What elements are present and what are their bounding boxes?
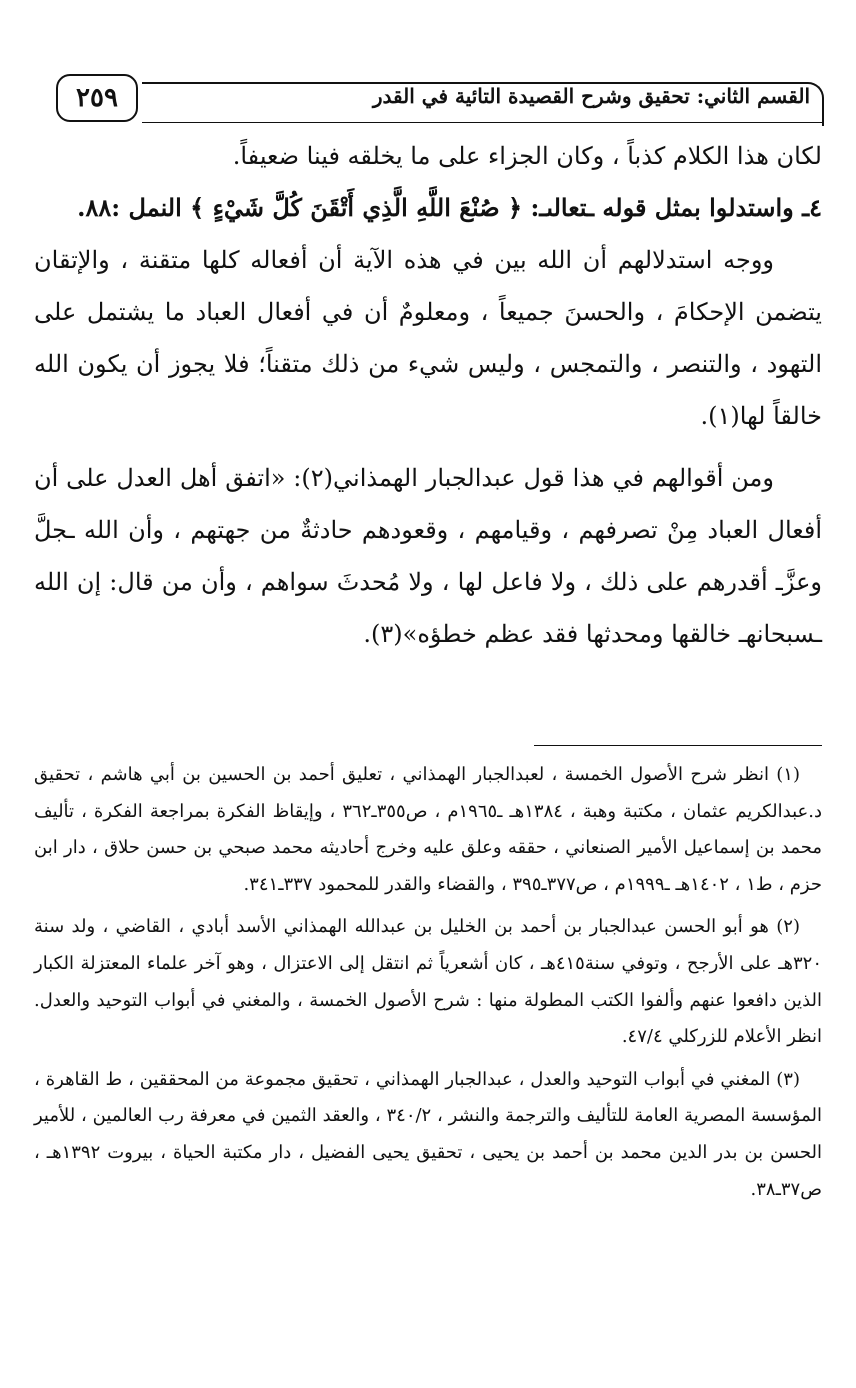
point-4 <box>34 182 822 234</box>
running-header <box>56 74 828 126</box>
point-4-lead: ٤ـ واستدلوا بمثل قوله ـتعالىـ: <box>530 193 822 222</box>
main-text <box>34 130 822 660</box>
page-number: ٢٥٩ <box>56 74 138 122</box>
header-rule <box>142 122 824 123</box>
footnote-separator <box>534 745 822 746</box>
footnote-1: (١) انظر شرح الأصول الخمسة ، لعبدالجبار الهمذاني ، تعليق أحمد بن الحسين بن أبي هاشم ، تحقيق د.عبدالكريم عثمان ، مكتبة وهبة ، ١٣٨٤هـ ـ١٩٦٥م ، ص٣٥٥ـ٣٦٢ ، وإيقاظ الفكرة بمراجعة الفكرة ، تأليف محمد بن إسماعيل الأمير الصنعاني ، حققه وعلق عليه وخرج أحاديثه محمد صبحي بن حسن حلاق ، دار ابن حزم ، ط١ ، ١٤٠٢هـ ـ١٩٩٩م ، ص٣٧٧ـ٣٩٥ ، والقضاء والقدر للمحمود ٣٣٧ـ٣٤١. <box>34 764 823 895</box>
quran-verse: ﴿ صُنْعَ اللَّهِ الَّذِي أَتْقَنَ كُلَّ شَيْءٍ ﴾ <box>190 193 523 222</box>
paragraph-quote: ومن أقوالهم في هذا قول عبدالجبار الهمذاني(٢): «اتفق أهل العدل على أن أفعال العباد مِنْ تصرفهم ، وقيامهم ، وقعودهم حادثةٌ من جهتهم ، وأن الله ـجلَّ وعزَّـ أقدرهم على ذلك ، ولا فاعل لها ، ولا مُحدثَ سواهم ، وأن من قال: إن الله ـسبحانهـ خالقها ومحدثها فقد عظم خطؤه»(٣). <box>34 464 822 648</box>
footnote-3: (٣) المغني في أبواب التوحيد والعدل ، عبدالجبار الهمذاني ، تحقيق مجموعة من المحققين ، ط القاهرة ، المؤسسة المصرية العامة للتأليف والترجمة والنشر ، ٣٤٠/٢ ، والعقد الثمين في معرفة رب العالمين ، للأمير الحسن بن بدر الدين محمد بن أحمد بن يحيى ، تحقيق يحيى الفضيل ، دار مكتبة الحياة ، بيروت ١٣٩٢هـ ، ص٣٧ـ٣٨. <box>34 1068 823 1200</box>
paragraph-argument: ووجه استدلالهم أن الله بين في هذه الآية أن أفعاله كلها متقنة ، والإتقان يتضمن الإحكامَ ، والحسنَ جميعاً ، ومعلومٌ أن في أفعال العباد ما يشتمل على التهود ، والتنصر ، والتمجس ، وليس شيء من ذلك متقناً؛ فلا يجوز أن يكون الله خالقاً لها(١). <box>34 246 822 430</box>
verse-reference: النمل :٨٨. <box>77 193 182 222</box>
footnotes <box>34 757 822 1214</box>
footnote-2: (٢) هو أبو الحسن عبدالجبار بن أحمد بن الخليل بن عبدالله الهمذاني الأسد أبادي ، القاضي ، ولد سنة ٣٢٠هـ على الأرجح ، وتوفي سنة٤١٥هـ ، كان أشعرياً ثم انتقل إلى الاعتزال ، وهو آخر علماء المعتزلة الكبار الذين دافعوا عنهم وألفوا الكتب المطولة منها : شرح الأصول الخمسة ، والمغني في أبواب التوحيد والعدل. انظر الأعلام للزركلي ٤٧/٤. <box>34 916 822 1048</box>
running-title: القسم الثاني: تحقيق وشرح القصيدة التائية في القدر <box>372 84 810 108</box>
intro-line: لكان هذا الكلام كذباً ، وكان الجزاء على ما يخلقه فينا ضعيفاً. <box>232 142 822 170</box>
